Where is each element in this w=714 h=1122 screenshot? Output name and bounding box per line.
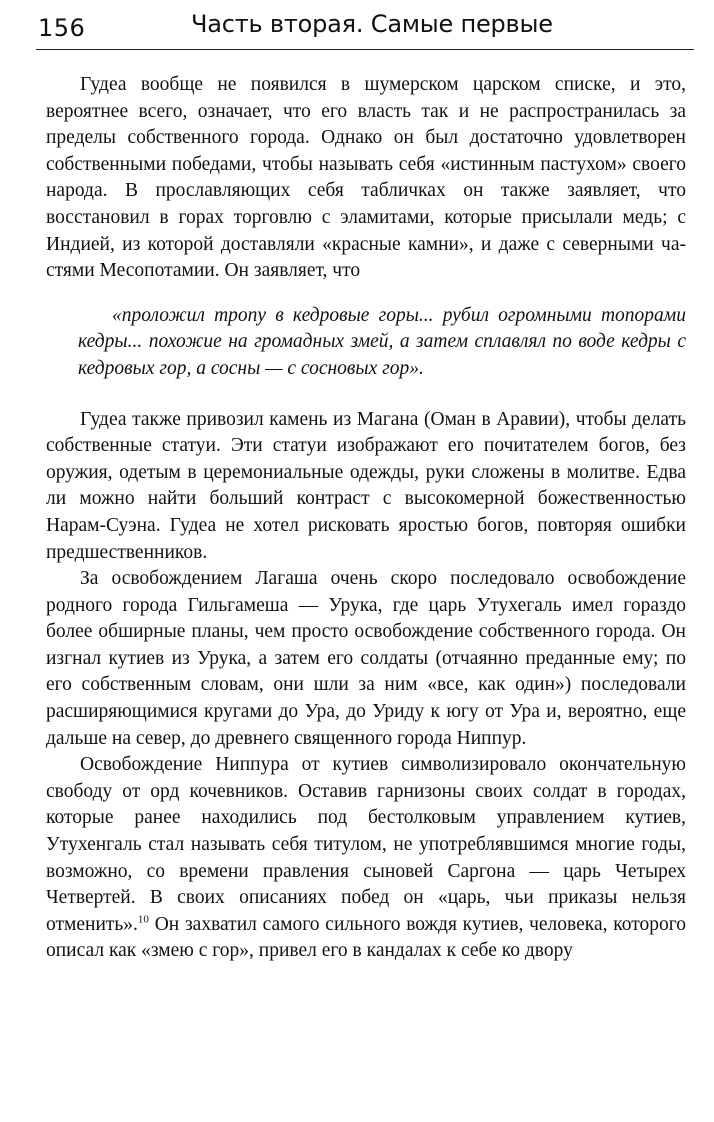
paragraph: Гудеа вообще не появился в шумерском царском списке, и это, вероятнее всего, означает, что его власть так и не распространилась за пределы собственного города. Однако он был достаточно удовлетворен собственными победами, чтобы называть себя «истинным пастухом» своего народа. В прославляющих себя табличках он также заявляет, что восстановил в горах торговлю с эламитами, которые присылали медь; с Индией, из которой доставляли «красные камни», и даже с северными частями Месопотамии. Он заявляет, что — [46, 74, 686, 282]
paragraph: За освобождением Лагаша очень скоро последовало освобождение родного города Гильгамеша — Урука, где царь Утухегаль имел гораздо более обширные планы, чем просто освобождение собственного города. Он изгнал кутиев из Урука, а затем его солдаты (отчаянно преданные ему; по его собственным словам, они шли за ним «все, как один») последовали расширяющимися кругами до Ура, до Уриду к югу от Ура и, вероятно, еще дальше на север, до древнего священного города Ниппур. — [46, 568, 686, 749]
body-text — [46, 72, 686, 965]
paragraph-text-continued: Он захватил самого сильного вождя кутиев, человека, которого описал как «змею с гор», привел его в кандалах к себе ко двору — [46, 913, 686, 962]
page-header — [36, 8, 696, 56]
paragraph-text: Освобождение Ниппура от кутиев символизировало окончательную свободу от орд кочевников. Оставив гарнизоны своих солдат в городах, которые ранее находились под бестолковым управлением кутиев, Утухенгаль стал называть себя титулом, не употреблявшимся многие годы, возможно, со времени правления сыновей Саргона — царь Четырех Четвертей. В своих описаниях побед он «царь, чьи приказы нельзя отменить». — [46, 754, 686, 935]
header-rule — [36, 49, 694, 50]
block-quote: «проложил тропу в кедровые горы... рубил огромными топорами кедры... похожие на громадных змей, а затем сплавлял по воде кедры с кедровых гор, а сосны — с сосновых гор». — [78, 304, 686, 379]
page-number: 156 — [38, 14, 86, 42]
paragraph: Гудеа также привозил камень из Магана (Оман в Аравии), чтобы делать собственные статуи. Эти статуи изображают его почитателем богов, без оружия, одетым в церемониальные одежды, руки сложены в молитве. Едва ли можно найти больший контраст с высокомерной божественностью Нарам-Суэна. Гудеа не хотел рисковать яростью богов, повторяя ошибки предшественников. — [46, 408, 686, 563]
footnote-marker[interactable]: 10 — [137, 913, 149, 926]
running-title: Часть вторая. Самые первые — [191, 10, 553, 38]
paragraph — [46, 752, 686, 965]
